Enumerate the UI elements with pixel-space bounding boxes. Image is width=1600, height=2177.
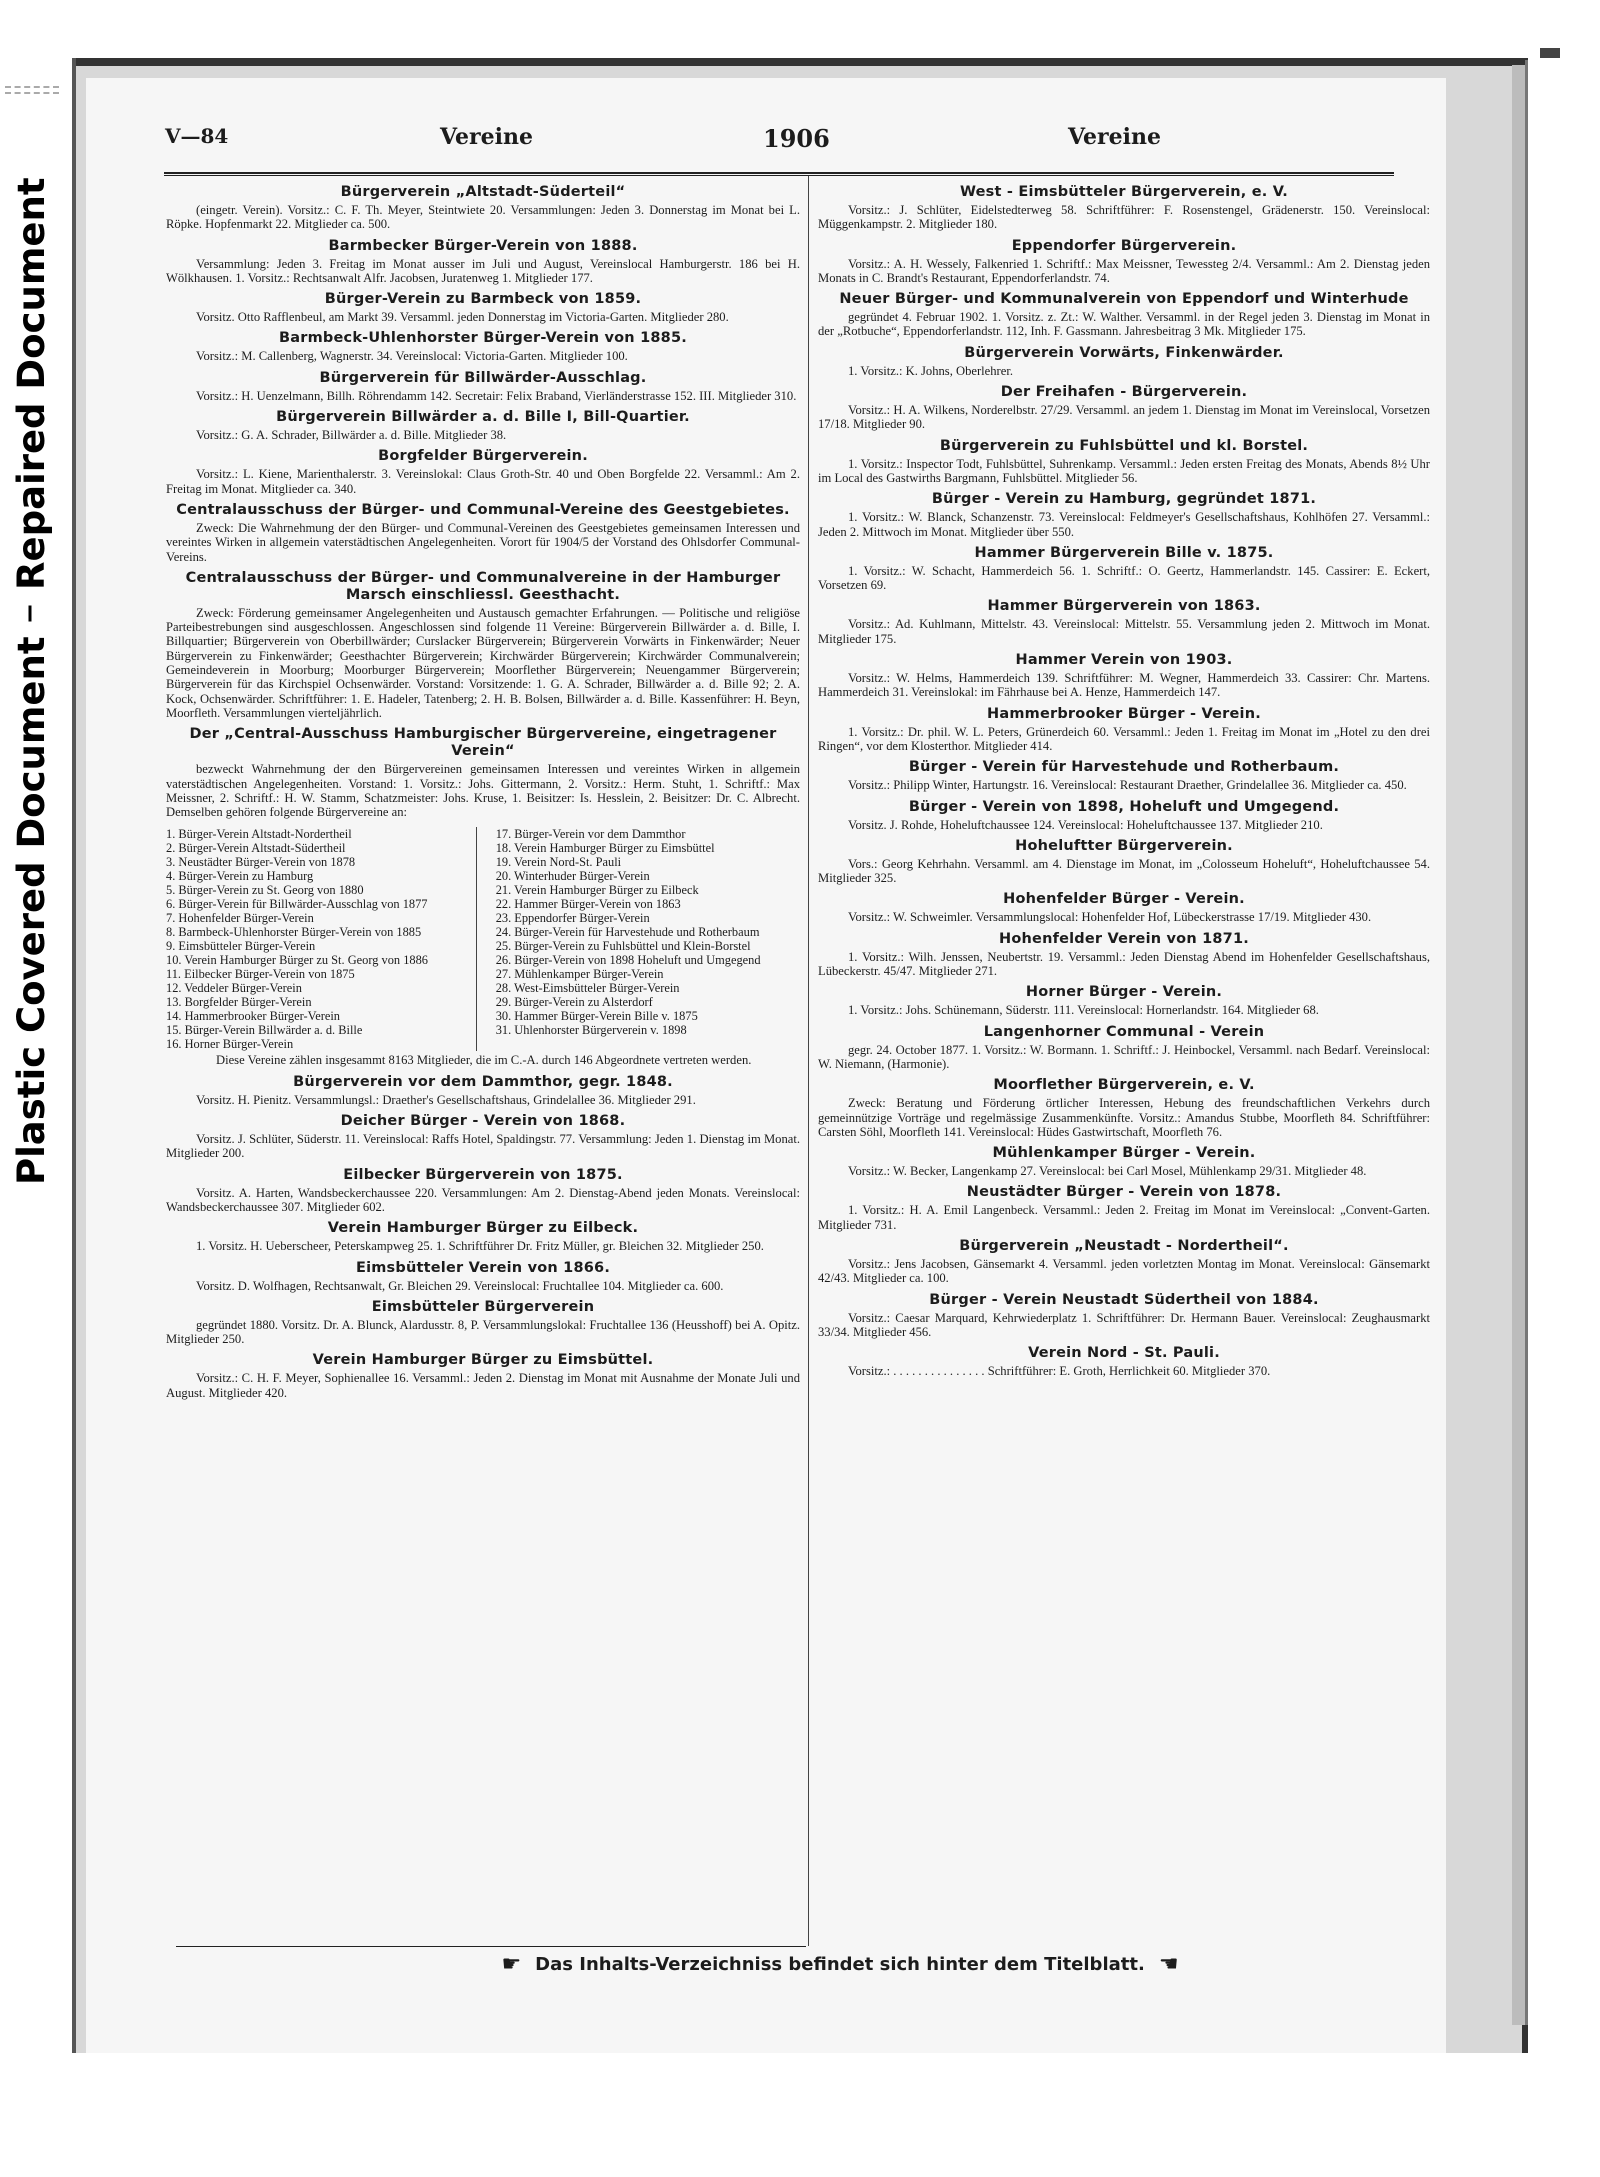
association-entry [818,384,1430,432]
association-entry [818,838,1430,886]
association-details: bezweckt Wahrnehmung der den Bürgervereinen gemeinsamen Interessen und vereintes Wirken in allgemein vaterstädtischen Angelegenheiten. Vorstand: 1. Vorsitz.: Johs. Gittermann, 2. Vorsitz.: Herm. Stuht, 1. Schriftf.: Max Meissner, 2. Schriftf.: H. W. Stamm, Schatzmeister: Johs. Kruse, 1. Beisitzer: Is. Hesslein, 2. Beisitzer: Dr. C. Albrecht. Demselben gehören folgende Bürgervereine an: [166,762,800,820]
association-details: 1. Vorsitz.: Wilh. Jenssen, Neubertstr. 19. Versamml.: Jeden Dienstag Abend im Hohenfelder Gesellschaftshaus, Lübeckerstr. 45/47. Mitglieder 271. [818,949,1430,979]
association-details: Vorsitz. J. Schlüter, Süderstr. 11. Vereinslocal: Raffs Hotel, Spaldingstr. 77. Versammlung: Jeden 1. Dienstag im Monat. Mitglieder 200. [166,1132,800,1161]
association-entry [818,184,1430,232]
member-list-item: 16. Horner Bürger-Verein [166,1037,294,1052]
association-heading: Mühlenkamper Bürger - Verein. [992,1145,1256,1162]
association-entry [818,1345,1430,1378]
association-entry [818,491,1430,539]
association-entry [166,370,800,403]
header-rule [164,172,1394,174]
member-list-item: 9. Eimsbütteler Bürger-Verein [166,939,316,954]
association-entry [818,1184,1430,1232]
association-heading: Eppendorfer Bürgerverein. [1011,237,1237,254]
association-entry [818,238,1430,286]
association-details: Vorsitz.: L. Kiene, Marienthalerstr. 3. Vereinslokal: Claus Groth-Str. 40 und Oben Borgfelde 22. Versamml.: Am 2. Freitag im Monat. Mitglieder ca. 340. [166,467,800,496]
association-details: Vorsitz. H. Pienitz. Versammlungsl.: Draether's Gesellschaftshaus, Grindelallee 36. Mitglieder 291. [196,1092,696,1107]
association-heading: Verein Nord - St. Pauli. [1028,1345,1220,1362]
association-heading: Hohenfelder Bürger - Verein. [1003,891,1245,908]
association-entry [166,1299,800,1347]
association-details: Vorsitz. D. Wolfhagen, Rechtsanwalt, Gr. Bleichen 29. Vereinslocal: Fruchtallee 104. Mitglieder ca. 600. [196,1278,724,1293]
association-entry [166,1074,800,1107]
association-heading: Verein Hamburger Bürger zu Eilbeck. [327,1220,639,1237]
association-details: Vorsitz.: H. Uenzelmann, Billh. Röhrendamm 142. Secretair: Felix Braband, Vierländerstrasse 152. III. Mitglieder 310. [196,388,797,403]
association-heading: Der „Central-Ausschuss Hamburgischer Bürgervereine, eingetragener Verein“ [189,726,777,760]
member-list-item: 13. Borgfelder Bürger-Verein [166,995,312,1010]
association-details: 1. Vorsitz.: H. A. Emil Langenbeck. Versamml.: Jeden 2. Freitag im Monat im Vereinslocal: „Convent-Garten. Mitglieder 731. [818,1203,1430,1232]
association-details: Vorsitz.: Ad. Kuhlmann, Mittelstr. 43. Vereinslocal: Mittelstr. 55. Versammlung jeden 2. Mittwoch im Monat. Mitglieder 175. [818,617,1430,646]
association-details: Vorsitz.: H. A. Wilkens, Norderelbstr. 27/29. Versamml. an jedem 1. Dienstag im Monat im Vereinslocal, Vorsetzen 17/18. Mitglieder 90. [818,403,1430,432]
member-list-item: 17. Bürger-Verein vor dem Dammthor [495,827,686,842]
association-heading: Bürgerverein Billwärder a. d. Bille I, Bill-Quartier. [276,409,690,426]
association-entry [166,1260,800,1293]
association-details: Versammlung: Jeden 3. Freitag im Monat ausser im Juli und August, Vereinslocal Hamburgerstr. 186 bei H. Wölkhausen. 1. Vorsitz.: Rechtsanwalt Alfr. Jacobsen, Juratenweg 1. Mitglieder 177. [166,256,800,285]
association-entry [166,184,800,232]
dashed-mark [5,92,59,94]
pointing-hand-left-icon: ☚ [1158,1952,1179,1977]
association-entry [818,1077,1430,1139]
association-details: Vorsitz. A. Harten, Wandsbeckerchaussee 220. Versammlungen: Am 2. Dienstag-Abend jeden Monats. Vereinslocal: Wandsbeckerchaussee 307. Mitglieder 602. [166,1185,800,1214]
association-heading: Bürgerverein vor dem Dammthor, gegr. 1848. [293,1073,673,1090]
member-list-item: 6. Bürger-Verein für Billwärder-Ausschlag von 1877 [166,897,428,912]
member-list-item: 7. Hohenfelder Bürger-Verein [166,911,314,926]
association-entry [166,409,800,442]
association-heading: West - Eimsbütteler Bürgerverein, e. V. [959,184,1289,200]
association-heading: Neuer Bürger- und Kommunalverein von Eppendorf und Winterhude [839,291,1409,308]
dashed-mark [5,86,59,88]
association-entry [818,706,1430,754]
spine-label-strip [0,100,62,1200]
association-entry [818,545,1430,593]
association-details: Vorsitz.: W. Helms, Hammerdeich 139. Schriftführer: M. Wegner, Hammerdeich 33. Cassirer: Chr. Martens. Hammerdeich 31. Vereinslokal: im Fährhause bei A. Henze, Hammerdeich 147. [818,671,1430,700]
left-tail-entries [166,1074,800,1400]
right-running-title: Vereine [1068,124,1161,150]
association-heading: Eilbecker Bürgerverein von 1875. [343,1166,623,1183]
footer-text: Das Inhalts-Verzeichniss befindet sich hinter dem Titelblatt. [535,1954,1145,1975]
association-entry [818,291,1430,339]
spine-separator [29,606,32,622]
column-divider [808,176,809,1946]
member-list-item: 18. Verein Hamburger Bürger zu Eimsbüttel [495,841,715,856]
member-list-item: 30. Hammer Bürger-Verein Bille v. 1875 [495,1009,698,1024]
association-details: 1. Vorsitz.: K. Johns, Oberlehrer. [848,363,1013,378]
association-details: gegr. 24. October 1877. 1. Vorsitz.: W. Bormann. 1. Schriftf.: J. Heinbockel, Versamml. nach Bedarf. Vereinslocal: W. Niemann, (Harmonie). [818,1042,1430,1071]
association-details: Vors.: Georg Kehrhahn. Versamml. am 4. Dienstage im Monat, im „Colosseum Hoheluft“, Hoheluftchaussee 54. Mitglieder 325. [818,856,1430,886]
association-heading: Hoheluftter Bürgerverein. [1015,837,1233,854]
member-list-item: 2. Bürger-Verein Altstadt-Südertheil [166,841,346,856]
page-edge-line [1525,60,1528,2025]
member-list-col-b [496,827,800,1051]
association-heading: Bürger - Verein für Harvestehude und Rotherbaum. [908,759,1340,776]
association-details: Zweck: Beratung und Förderung örtlicher Interessen, Hebung des freundschaftlichen Verkehrs durch gemeinnützige Vorträge und regelmässige Zusammenkünfte. Vorsitz.: Amandus Stubbe, Moorfleth 84. Schriftführer: Carsten Söhl, Moorfleth 141. Vereinslocal: Hüdes Gastwirtschaft, Moorfleth 76. [818,1096,1430,1139]
association-details: Vorsitz. J. Rohde, Hoheluftchaussee 124. Vereinslocal: Hoheluftchaussee 137. Mitglieder 210. [848,817,1323,832]
association-entry [166,330,800,363]
association-entry [166,726,800,819]
right-entries [818,184,1430,1378]
association-heading: Bürger - Verein zu Hamburg, gegründet 1871. [931,491,1317,508]
member-list-item: 23. Eppendorfer Bürger-Verein [495,911,650,926]
association-details: Zweck: Förderung gemeinsamer Angelegenheiten und Austausch gemachter Erfahrungen. — Politische und religiöse Parteibestrebungen sind ausgeschlossen. Angeschlossen sind folgende 11 Vereine: Bürgerverein Billwärder a. d. Bille, I. Billquartier; Bürgerverein von Oberbillwärder; Curslacker Bürgerverein; Bürgerverein Vorwärts in Finkenwärder; Neuer Bürgerverein zu Finkenwärder; Geesthachter Bürgerverein; Kirchwärder Bürgerverein; Kirchwärder Communalverein; Gemeindeverein in Moorburg; Moorburger Bürgerverein; Moorflether Bürgerverein; Neuengammer Bürgerverein; Bürgerverein für das Kirchspiel Ochsenwärder. Vorstand: Vorsitzende: 1. G. A. Schrader, Billwärder a. d. Bille 92; 2. A. Kock, Ochsenwärder. Schriftführer: 1. E. Hadeler, Tatenberg; 2. H. B. Bolsen, Billwärder a. d. Bille. Kassenführer: H. Beyn, Moorfleth. Versammlungen vierteljährlich. [166,605,800,720]
association-entry [818,931,1430,979]
association-entry [818,799,1430,832]
association-entry [818,1238,1430,1286]
association-entry [818,1292,1430,1340]
association-heading: Bürger-Verein zu Barmbeck von 1859. [324,291,642,308]
member-list-item: 15. Bürger-Verein Billwärder a. d. Bille [166,1023,363,1038]
association-entry [818,1145,1430,1178]
footer-note [400,1952,1280,1977]
association-heading: Horner Bürger - Verein. [1025,984,1223,1001]
association-details: Zweck: Die Wahrnehmung der den Bürger- und Communal-Vereinen des Geestgebietes gemeinsamen Interessen und vereintes Wirken in allgemein vaterstädtischen Angelegenheiten. Vorort für 1904/5 der Vorstand des Ohlsdorfer Communal-Vereins. [166,520,800,564]
year-heading: 1906 [763,124,830,153]
member-list-item: 10. Verein Hamburger Bürger zu St. Georg von 1886 [166,953,428,968]
association-heading: Moorflether Bürgerverein, e. V. [993,1077,1255,1094]
association-details: gegründet 1880. Vorsitz. Dr. A. Blunck, Alardusstr. 8, P. Versammlungslokal: Fruchtallee 136 (Heusshoff) bei A. Opitz. Mitglieder 250. [166,1317,800,1347]
association-details: 1. Vorsitz.: Inspector Todt, Fuhlsbüttel, Suhrenkamp. Versamml.: Jeden ersten Freitag des Monats, Abends 8½ Uhr im Local des Gastwirths Bargmann, Fuhlsbüttel. Mitglieder 56. [818,456,1430,485]
member-list-item: 28. West-Eimsbütteler Bürger-Verein [495,981,680,996]
member-list-item: 24. Bürger-Verein für Harvestehude und Rotherbaum [495,925,760,940]
member-list-item: 31. Uhlenhorster Bürgerverein v. 1898 [495,1023,687,1038]
left-running-title: Vereine [440,124,533,150]
association-entry [166,1352,800,1400]
member-list-col-a [166,827,477,1051]
member-list-item: 21. Verein Hamburger Bürger zu Eilbeck [495,883,699,898]
association-heading: Barmbeck-Uhlenhorster Bürger-Verein von 1885. [279,330,687,347]
member-list-item: 14. Hammerbrooker Bürger-Verein [166,1009,340,1024]
association-entry [166,1220,800,1253]
association-heading: Bürgerverein „Neustadt - Nordertheil“. [959,1237,1289,1254]
association-heading: Eimsbütteler Verein von 1866. [355,1259,611,1276]
member-list-item: 1. Bürger-Verein Altstadt-Nordertheil [166,827,352,842]
association-details: Vorsitz.: C. H. F. Meyer, Sophienallee 16. Versamml.: Jeden 2. Dienstag im Monat mit Ausnahme der Monate Juli und August. Mitglieder 420. [166,1371,800,1400]
association-entry [166,570,800,720]
association-heading: Centralausschuss der Bürger- und Communalvereine in der Hamburger Marsch einschliessl. Geesthacht. [185,569,781,603]
association-entry [818,652,1430,700]
association-heading: Hammer Bürgerverein Bille v. 1875. [974,544,1274,561]
pointing-hand-icon: ☛ [501,1952,522,1977]
member-list [166,827,800,1051]
association-details: Vorsitz.: M. Callenberg, Wagnerstr. 34. Vereinslocal: Victoria-Garten. Mitglieder 100. [196,349,628,364]
association-entry [166,1113,800,1161]
left-entries [166,184,800,819]
header-rule-thin [164,175,1394,176]
association-heading: Borgfelder Bürgerverein. [378,448,588,465]
association-details: 1. Vorsitz.: Johs. Schünemann, Süderstr. 111. Vereinslocal: Hornerlandstr. 164. Mitglieder 68. [848,1003,1319,1018]
left-column [166,178,800,1400]
clip-mark [1540,48,1560,58]
association-heading: Bürgerverein „Altstadt-Süderteil“ [340,184,626,200]
member-list-item: 19. Verein Nord-St. Pauli [495,855,622,870]
member-list-item: 5. Bürger-Verein zu St. Georg von 1880 [166,883,364,898]
association-entry [166,448,800,496]
association-heading: Bürger - Verein Neustadt Südertheil von 1884. [929,1291,1319,1308]
member-list-item: 11. Eilbecker Bürger-Verein von 1875 [166,967,355,982]
association-details: Vorsitz.: Caesar Marquard, Kehrwiederplatz 1. Schriftführer: Dr. Hermann Bauer. Vereinslocal: Zeughausmarkt 33/34. Mitglieder 456. [818,1310,1430,1339]
member-list-item: 25. Bürger-Verein zu Fuhlsbüttel und Klein-Borstel [495,939,751,954]
association-entry [818,598,1430,646]
member-list-item: 8. Barmbeck-Uhlenhorster Bürger-Verein von 1885 [166,925,422,940]
page-binding-strip [1512,65,1526,2025]
association-entry [818,891,1430,924]
association-entry [166,238,800,286]
association-entry [818,984,1430,1017]
member-list-item: 27. Mühlenkamper Bürger-Verein [495,967,664,982]
association-details: Vorsitz.: W. Becker, Langenkamp 27. Vereinslocal: bei Carl Mosel, Mühlenkamp 29/31. Mitglieder 48. [848,1164,1367,1179]
association-entry [818,1024,1430,1072]
association-entry [818,345,1430,378]
association-details: 1. Vorsitz. H. Ueberscheer, Peterskampweg 25. 1. Schriftführer Dr. Fritz Müller, gr. Bleichen 32. Mitglieder 250. [196,1239,764,1254]
association-heading: Hammer Bürgerverein von 1863. [987,598,1261,615]
association-heading: Deicher Bürger - Verein von 1868. [340,1113,626,1130]
association-entry [818,759,1430,792]
association-details: Vorsitz.: J. Schlüter, Eidelstedterweg 58. Schriftführer: F. Rosenstengel, Grädenerstr. 150. Vereinslocal: Müggenkampstr. 2. Mitglieder 180. [818,203,1430,232]
repaired-document-label: Repaired Document [10,177,53,590]
association-entry [166,1167,800,1215]
association-heading: Verein Hamburger Bürger zu Eimsbüttel. [312,1352,654,1369]
association-details: gegründet 4. Februar 1902. 1. Vorsitz. z. Zt.: W. Walther. Versamml. in der Regel jeden 3. Dienstag im Monat in der „Rotbuche“, Eppendorferlandstr. 112, Inh. F. Gassmann. Jahresbeitrag 3 Mk. Mitglieder 175. [818,310,1430,339]
member-list-item: 3. Neustädter Bürger-Verein von 1878 [166,855,356,870]
association-details: 1. Vorsitz.: Dr. phil. W. L. Peters, Grünerdeich 60. Versamml.: Jeden 1. Freitag im Monat im „Hotel zu den drei Ringen“, vor dem Klosterthor. Mitglieder 414. [818,724,1430,753]
member-list-item: 26. Bürger-Verein von 1898 Hoheluft und Umgegend [495,953,761,968]
association-details: Vorsitz.: Philipp Winter, Hartungstr. 16. Vereinslocal: Restaurant Draether, Grindelallee 36. Mitglieder ca. 450. [848,778,1407,793]
member-summary: Diese Vereine zählen insgesammt 8163 Mitglieder, die im C.-A. durch 146 Abgeordnete vertreten werden. [216,1053,752,1068]
association-heading: Eimsbütteler Bürgerverein [371,1298,595,1315]
association-heading: Neustädter Bürger - Verein von 1878. [966,1184,1282,1201]
association-heading: Bürgerverein Vorwärts, Finkenwärder. [964,344,1284,361]
association-heading: Langenhorner Communal - Verein [983,1023,1265,1040]
association-details: Vorsitz.: W. Schweimler. Versammlungslocal: Hohenfelder Hof, Lübeckerstrasse 17/19. Mitglieder 430. [848,910,1372,925]
right-column [818,178,1430,1378]
association-entry [166,502,800,564]
association-heading: Barmbecker Bürger-Verein von 1888. [328,237,638,254]
association-heading: Bürgerverein für Billwärder-Ausschlag. [319,369,647,386]
member-list-item: 22. Hammer Bürger-Verein von 1863 [495,897,681,912]
association-details: Vorsitz.: Jens Jacobsen, Gänsemarkt 4. Versamml. jeden vorletzten Montag im Monat. Vereinslocal: Gänsemarkt 42/43. Mitglieder ca. 100. [818,1256,1430,1286]
member-list-item: 20. Winterhuder Bürger-Verein [495,869,650,884]
association-details: Vorsitz. Otto Rafflenbeul, am Markt 39. Versamml. jeden Donnerstag im Victoria-Garten. Mitglieder 280. [196,310,729,325]
bottom-rule [176,1946,806,1947]
association-details: Vorsitz.: A. H. Wessely, Falkenried 1. Schriftf.: Max Meissner, Tewessteg 2/4. Versamml.: Am 2. Dienstag jeden Monats in C. Brandt's Restaurant, Eppendorferlandstr. 74. [818,256,1430,285]
association-heading: Hammer Verein von 1903. [1015,652,1233,669]
page-number: V—84 [165,124,229,148]
association-heading: Centralausschuss der Bürger- und Communal-Vereine des Geestgebietes. [176,501,790,518]
association-details: Vorsitz.: G. A. Schrader, Billwärder a. d. Bille. Mitglieder 38. [196,428,507,443]
member-list-item: 12. Veddeler Bürger-Verein [166,981,302,996]
association-entry [818,438,1430,486]
member-list-item: 4. Bürger-Verein zu Hamburg [166,869,314,884]
page-top-edge [76,58,1522,66]
association-details: 1. Vorsitz.: W. Blanck, Schanzenstr. 73. Vereinslocal: Feldmeyer's Gesellschaftshaus, Kohlhöfen 27. Versamml.: Jeden 2. Mittwoch im Monat. Mitglieder über 550. [818,510,1430,539]
association-entry [166,291,800,324]
association-heading: Hohenfelder Verein von 1871. [999,930,1249,947]
association-heading: Bürger - Verein von 1898, Hoheluft und Umgegend. [908,798,1340,815]
association-details: (eingetr. Verein). Vorsitz.: C. F. Th. Meyer, Steintwiete 20. Versammlungen: Jeden 3. Donnerstag im Monat bei L. Röpke. Hopfenmarkt 22. Mitglieder ca. 500. [166,203,800,232]
association-heading: Der Freihafen - Bürgerverein. [1000,384,1248,401]
association-heading: Bürgerverein zu Fuhlsbüttel und kl. Borstel. [939,437,1309,454]
member-list-item: 29. Bürger-Verein zu Alsterdorf [495,995,653,1010]
plastic-covered-label: Plastic Covered Document [10,636,53,1185]
association-heading: Hammerbrooker Bürger - Verein. [987,705,1261,722]
association-details: Vorsitz.: . . . . . . . . . . . . . . . Schriftführer: E. Groth, Herrlichkeit 60. Mitglieder 370. [848,1364,1271,1379]
association-details: 1. Vorsitz.: W. Schacht, Hammerdeich 56. 1. Schriftf.: O. Geertz, Hammerlandstr. 145. Cassirer: E. Eckert, Vorsetzen 69. [818,563,1430,593]
